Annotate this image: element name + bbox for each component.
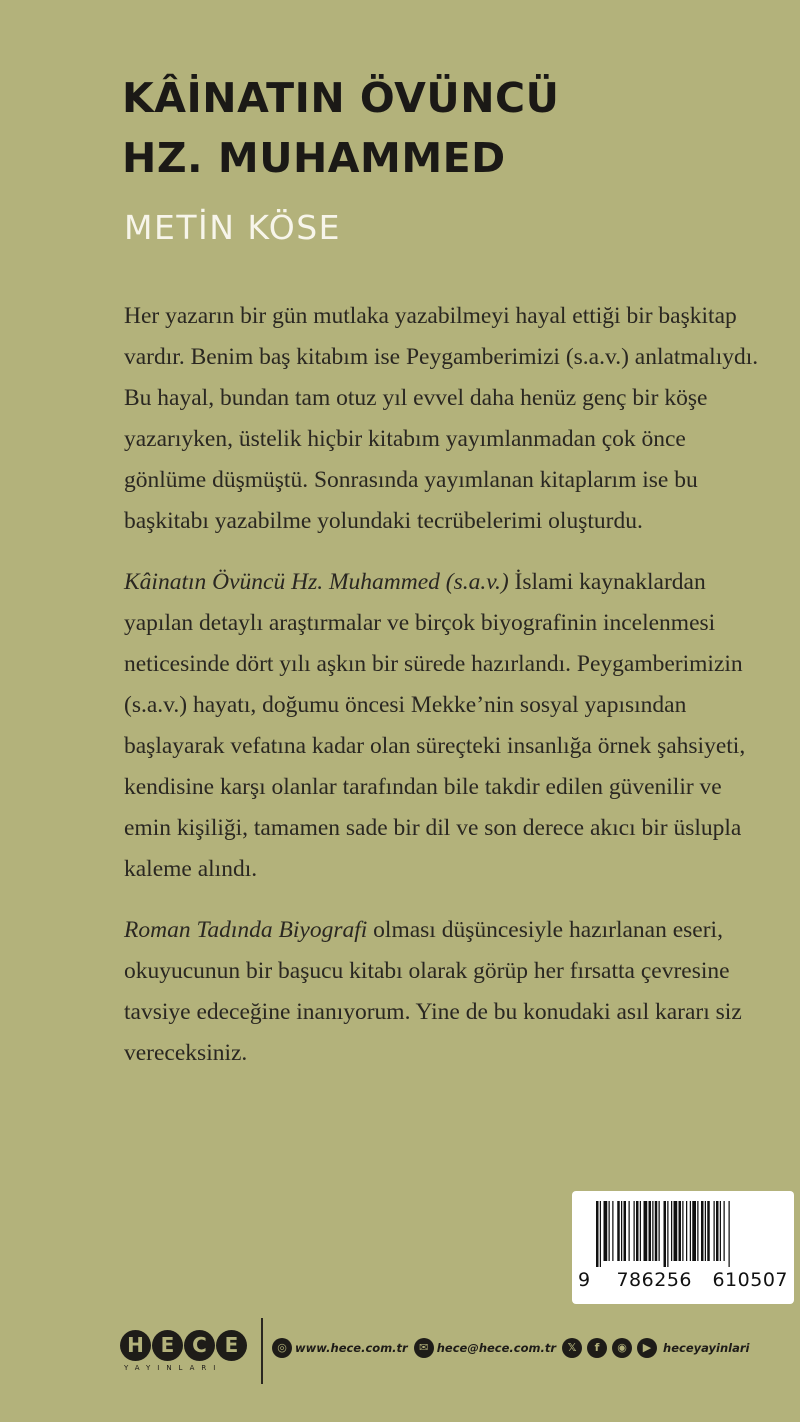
barcode-bar (600, 1201, 601, 1267)
barcode-bar (724, 1201, 725, 1261)
barcode-bar (729, 1201, 730, 1267)
barcode-bar (716, 1201, 719, 1261)
barcode-bar (679, 1201, 682, 1261)
logo-letter-e: E (152, 1330, 183, 1361)
facebook-icon: f (587, 1338, 607, 1358)
barcode-bar (652, 1201, 653, 1261)
barcode-bar (604, 1201, 608, 1261)
title-line-1: KÂİNATIN ÖVÜNCÜ (122, 74, 560, 122)
barcode-bars (596, 1201, 772, 1267)
youtube-icon: ▶ (637, 1338, 657, 1358)
barcode-group-2: 610507 (712, 1269, 788, 1291)
book-title-italic: Kâinatın Övüncü Hz. Muhammed (s.a.v.) (124, 569, 509, 595)
barcode-lead-digit: 9 (578, 1269, 591, 1291)
website-text: www.hece.com.tr (295, 1341, 408, 1355)
mail-icon: ✉ (414, 1338, 434, 1358)
barcode-bar (617, 1201, 620, 1261)
blurb-paragraph-2-text: İslami kaynaklardan yapılan detaylı araştırmalar ve birçok biyografinin incelenmesi neticesinde dört yılı aşkın bir sürede hazırlandı. Peygamberimizin (s.a.v.) hayatı, doğumu öncesi Mekke’nin sosyal yapısından başlayarak vefatına kadar olan süreçteki insanlığa örnek şahsiyeti, kendisine karşı olanlar tarafından bile takdir edilen güvenilir ve emin kişiliği, tamamen sade bir dil ve son derece akıcı bir üslupla kaleme alındı. (124, 569, 746, 882)
barcode-digits (576, 1269, 790, 1291)
barcode-bar (644, 1201, 648, 1261)
book-title (122, 68, 559, 188)
barcode-bar (636, 1201, 639, 1261)
barcode-bar (667, 1201, 668, 1267)
globe-icon: ◎ (272, 1338, 292, 1358)
title-line-2: HZ. MUHAMMED (122, 134, 506, 182)
isbn-barcode (572, 1191, 794, 1304)
footer-divider (261, 1318, 263, 1384)
blurb-paragraph-2 (124, 562, 764, 890)
barcode-bar (655, 1201, 658, 1261)
barcode-bar (640, 1201, 641, 1261)
logo-letter-e2: E (216, 1330, 247, 1361)
barcode-bar (701, 1201, 704, 1261)
back-cover-blurb (124, 296, 764, 1094)
barcode-bar (634, 1201, 635, 1261)
logo-letter-c: C (184, 1330, 215, 1361)
barcode-bar (686, 1201, 687, 1261)
email-text: hece@hece.com.tr (436, 1341, 557, 1355)
barcode-bar (671, 1201, 672, 1261)
barcode-bar (707, 1201, 710, 1261)
barcode-group-1: 786256 (616, 1269, 692, 1291)
barcode-bar (612, 1201, 613, 1261)
barcode-bar (621, 1201, 622, 1261)
blurb-paragraph-1: Her yazarın bir gün mutlaka yazabilmeyi hayal ettiği bir başkitap vardır. Benim baş kitabım ise Peygamberimizi (s.a.v.) anlatmalıydı. Bu hayal, bundan tam otuz yıl evvel daha henüz genç bir köşe yazarıyken, üstelik hiçbir kitabım yayımlanmadan çok önce gönlüme düşmüştü. Sonrasında yayımlanan kitaplarım ise bu başkitabı yazabilme yolundaki tecrübelerimi oluşturdu. (124, 303, 759, 534)
barcode-bar (720, 1201, 721, 1261)
logo-circles (120, 1330, 252, 1361)
website-contact (272, 1338, 408, 1358)
barcode-bar (714, 1201, 715, 1261)
publisher-contacts (272, 1338, 749, 1358)
barcode-bar (664, 1201, 667, 1267)
blurb-paragraph-3-text: olması düşüncesiyle hazırlanan eseri, okuyucunun bir başucu kitabı olarak görüp her fırsatta çevresine tavsiye edeceğine inanıyorum. Yine de bu konudaki asıl kararı siz vereceksiniz. (124, 917, 742, 1066)
barcode-bar (690, 1201, 691, 1261)
x-icon: 𝕏 (562, 1338, 582, 1358)
barcode-bar (596, 1201, 599, 1267)
author-name: METİN KÖSE (124, 208, 341, 247)
barcode-bar (697, 1201, 698, 1261)
barcode-bar (629, 1201, 630, 1261)
social-icons (562, 1338, 660, 1358)
barcode-bar (649, 1201, 652, 1261)
blurb-paragraph-3 (124, 910, 764, 1074)
logo-subtitle: YAYINLARI (124, 1364, 223, 1372)
barcode-bar (659, 1201, 660, 1261)
publisher-logo (120, 1330, 252, 1376)
barcode-bar (682, 1201, 683, 1261)
barcode-bar (609, 1201, 610, 1261)
barcode-bar (705, 1201, 706, 1261)
barcode-bar (674, 1201, 678, 1261)
barcode-bar (624, 1201, 627, 1261)
barcode-bar (692, 1201, 696, 1261)
instagram-icon: ◉ (612, 1338, 632, 1358)
social-handle: heceyayinlari (663, 1341, 750, 1355)
genre-italic: Roman Tadında Biyografi (124, 917, 368, 943)
logo-letter-h: H (120, 1330, 151, 1361)
publisher-footer (118, 1318, 794, 1384)
email-contact (414, 1338, 556, 1358)
